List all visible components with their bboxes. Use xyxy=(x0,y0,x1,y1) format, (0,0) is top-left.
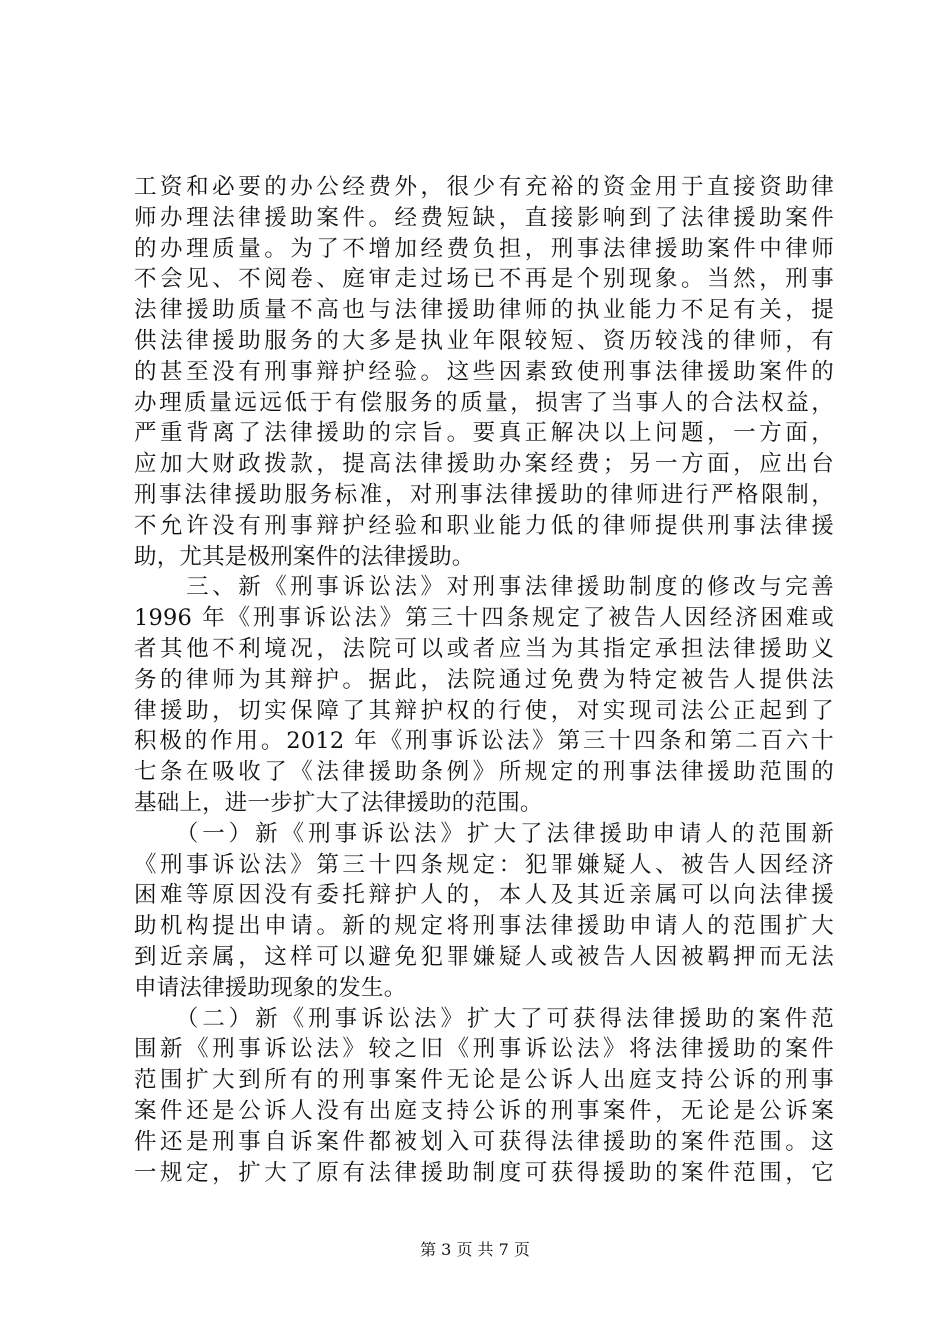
text-line: 的办理质量。为了不增加经费负担，刑事法律援助案件中律师 xyxy=(134,235,834,262)
text-line: 的甚至没有刑事辩护经验。这些因素致使刑事法律援助案件的 xyxy=(134,358,834,385)
text-line: 务的律师为其辩护。据此，法院通过免费为特定被告人提供法 xyxy=(134,666,834,693)
text-line: 师办理法律援助案件。经费短缺，直接影响到了法律援助案件 xyxy=(134,204,834,231)
subsection-heading: （二）新《刑事诉讼法》扩大了可获得法律援助的案件范 xyxy=(134,1005,834,1032)
text-line: 1996 年《刑事诉讼法》第三十四条规定了被告人因经济困难或 xyxy=(134,605,834,632)
text-line: 围新《刑事诉讼法》较之旧《刑事诉讼法》将法律援助的案件 xyxy=(134,1036,834,1063)
text-line: 办理质量远远低于有偿服务的质量，损害了当事人的合法权益， xyxy=(134,389,834,416)
text-line: 助机构提出申请。新的规定将刑事法律援助申请人的范围扩大 xyxy=(134,913,834,940)
text-line: 严重背离了法律援助的宗旨。要真正解决以上问题，一方面， xyxy=(134,420,834,447)
text-line: 申请法律援助现象的发生。 xyxy=(134,974,407,1001)
text-line: 基础上，进一步扩大了法律援助的范围。 xyxy=(134,789,543,816)
text-line: 供法律援助服务的大多是执业年限较短、资历较浅的律师，有 xyxy=(134,327,834,354)
text-line: 到近亲属，这样可以避免犯罪嫌疑人或被告人因被羁押而无法 xyxy=(134,943,834,970)
text-line: 法律援助质量不高也与法律援助律师的执业能力不足有关，提 xyxy=(134,297,834,324)
text-line: 积极的作用。2012 年《刑事诉讼法》第三十四条和第二百六十 xyxy=(134,728,834,755)
text-line: 《刑事诉讼法》第三十四条规定：犯罪嫌疑人、被告人因经济 xyxy=(134,851,834,878)
body-text xyxy=(134,172,834,1188)
text-line: 一规定，扩大了原有法律援助制度可获得援助的案件范围，它 xyxy=(134,1159,834,1186)
text-line: 工资和必要的办公经费外，很少有充裕的资金用于直接资助律 xyxy=(134,174,834,200)
text-line: 刑事法律援助服务标准，对刑事法律援助的律师进行严格限制， xyxy=(134,481,834,508)
text-line: 助，尤其是极刑案件的法律援助。 xyxy=(134,543,475,570)
text-line: 案件还是公诉人没有出庭支持公诉的刑事案件，无论是公诉案 xyxy=(134,1097,834,1124)
section-heading: 三、新《刑事诉讼法》对刑事法律援助制度的修改与完善 xyxy=(134,574,834,601)
text-line: 者其他不利境况，法院可以或者应当为其指定承担法律援助义 xyxy=(134,635,834,662)
text-line: 件还是刑事自诉案件都被划入可获得法律援助的案件范围。这 xyxy=(134,1128,834,1155)
page-footer: 第 3 页 共 7 页 xyxy=(420,1240,530,1259)
text-line: 律援助，切实保障了其辩护权的行使，对实现司法公正起到了 xyxy=(134,697,834,724)
text-line: 七条在吸收了《法律援助条例》所规定的刑事法律援助范围的 xyxy=(134,759,834,786)
subsection-heading: （一）新《刑事诉讼法》扩大了法律援助申请人的范围新 xyxy=(134,820,834,847)
text-line: 不允许没有刑事辩护经验和职业能力低的律师提供刑事法律援 xyxy=(134,512,834,539)
text-line: 应加大财政拨款，提高法律援助办案经费；另一方面，应出台 xyxy=(134,451,834,478)
text-line: 范围扩大到所有的刑事案件无论是公诉人出庭支持公诉的刑事 xyxy=(134,1067,834,1094)
text-line: 不会见、不阅卷、庭审走过场已不再是个别现象。当然，刑事 xyxy=(134,266,834,293)
text-line: 困难等原因没有委托辩护人的，本人及其近亲属可以向法律援 xyxy=(134,882,834,909)
